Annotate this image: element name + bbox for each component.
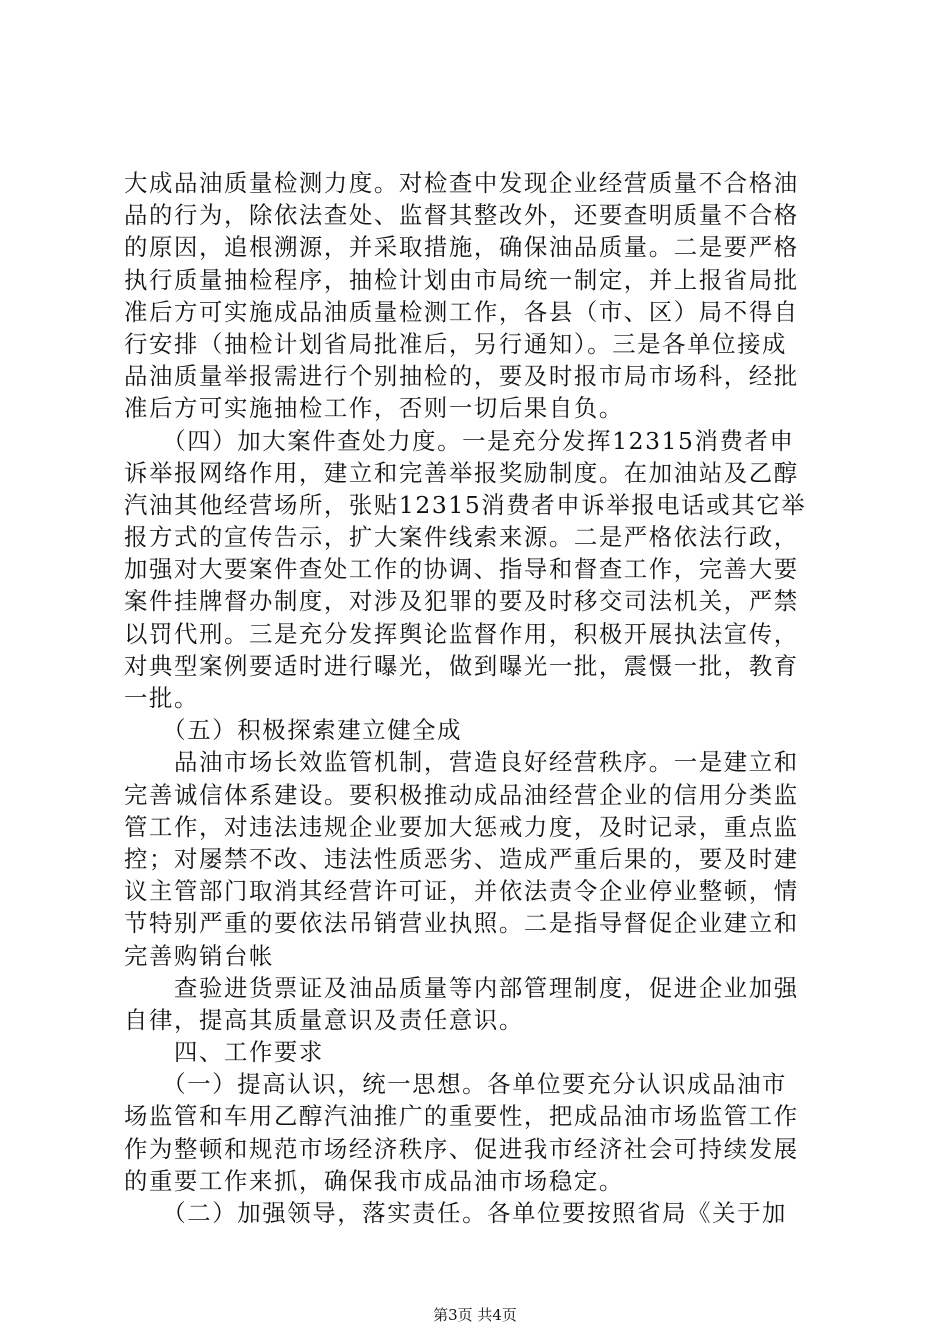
text-line: （一）提高认识，统一思想。各单位要充分认识成品油市 bbox=[124, 1070, 788, 1099]
text-line: 自律，提高其质量意识及责任意识。 bbox=[124, 1005, 524, 1034]
text-line: （二）加强领导，落实责任。各单位要按照省局《关于加 bbox=[124, 1199, 788, 1227]
text-line: 执行质量抽检程序，抽检计划由市局统一制定，并上报省局批 bbox=[124, 265, 799, 294]
text-line: （五）积极探索建立健全成 bbox=[124, 716, 463, 745]
text-line: 的原因，追根溯源，并采取措施，确保油品质量。二是要严格 bbox=[124, 233, 799, 262]
page-footer: 第3页 共4页 bbox=[433, 1306, 517, 1324]
text-line: 品油市场长效监管机制，营造良好经营秩序。一是建立和 bbox=[124, 748, 799, 777]
text-line: 准后方可实施抽检工作，否则一切后果自负。 bbox=[124, 394, 624, 423]
text-line: 诉举报网络作用，建立和完善举报奖励制度。在加油站及乙醇 bbox=[124, 458, 799, 487]
text-line: 大成品油质量检测力度。对检查中发现企业经营质量不合格油 bbox=[124, 169, 799, 197]
text-line: 加强对大要案件查处工作的协调、指导和督查工作，完善大要 bbox=[124, 555, 799, 584]
text-line: 案件挂牌督办制度，对涉及犯罪的要及时移交司法机关，严禁 bbox=[124, 587, 799, 616]
text-line: 的重要工作来抓，确保我市成品油市场稳定。 bbox=[124, 1166, 624, 1195]
body-text bbox=[124, 167, 836, 1229]
text-line: 对典型案例要适时进行曝光，做到曝光一批，震慑一批，教育 bbox=[124, 651, 799, 680]
text-line: 完善诚信体系建设。要积极推动成品油经营企业的信用分类监 bbox=[124, 780, 799, 809]
text-line: 汽油其他经营场所，张贴12315消费者申诉举报电话或其它举 bbox=[124, 490, 807, 519]
text-line: 四、工作要求 bbox=[124, 1038, 324, 1067]
text-line: 管工作，对违法违规企业要加大惩戒力度，及时记录，重点监 bbox=[124, 812, 799, 841]
text-line: （四）加大案件查处力度。一是充分发挥12315消费者申 bbox=[124, 426, 795, 455]
text-line: 准后方可实施成品油质量检测工作，各县（市、区）局不得自 bbox=[124, 297, 799, 326]
text-line: 报方式的宣传告示，扩大案件线索来源。二是严格依法行政， bbox=[124, 523, 799, 552]
text-line: 议主管部门取消其经营许可证，并依法责令企业停业整顿，情 bbox=[124, 877, 799, 906]
text-line: 控；对屡禁不改、违法性质恶劣、造成严重后果的，要及时建 bbox=[124, 844, 799, 873]
text-line: 行安排（抽检计划省局批准后，另行通知）。三是各单位接成 bbox=[124, 329, 788, 358]
text-line: 品油质量举报需进行个别抽检的，要及时报市局市场科，经批 bbox=[124, 362, 799, 391]
text-line: 品的行为，除依法查处、监督其整改外，还要查明质量不合格 bbox=[124, 201, 799, 230]
text-line: 查验进货票证及油品质量等内部管理制度，促进企业加强 bbox=[124, 973, 799, 1002]
text-line: 节特别严重的要依法吊销营业执照。二是指导督促企业建立和 bbox=[124, 909, 799, 938]
text-line: 完善购销台帐 bbox=[124, 941, 274, 970]
text-line: 一批。 bbox=[124, 684, 199, 712]
text-line: 以罚代刑。三是充分发挥舆论监督作用，积极开展执法宣传， bbox=[124, 619, 799, 648]
text-line: 场监管和车用乙醇汽油推广的重要性，把成品油市场监管工作 bbox=[124, 1102, 799, 1131]
text-line: 作为整顿和规范市场经济秩序、促进我市经济社会可持续发展 bbox=[124, 1134, 799, 1163]
